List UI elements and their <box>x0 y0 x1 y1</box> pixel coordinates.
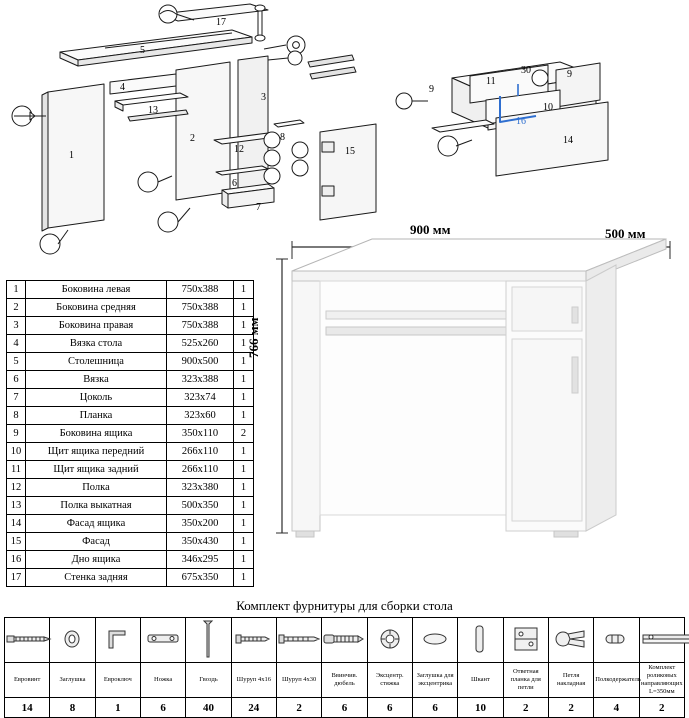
part-number: 13 <box>7 497 26 515</box>
svg-text:16: 16 <box>516 116 526 127</box>
part-qty: 1 <box>234 407 254 425</box>
part-number: 11 <box>7 461 26 479</box>
part-number: 15 <box>7 533 26 551</box>
table-row <box>7 299 254 317</box>
hardware-item-name: Ножка <box>140 663 185 698</box>
hardware-item-name: Шуруп 4х16 <box>231 663 276 698</box>
part-size: 346x295 <box>167 551 234 569</box>
svg-text:15: 15 <box>345 146 355 157</box>
nail-icon <box>186 618 231 663</box>
part-name: Боковина правая <box>26 317 167 335</box>
part-name: Боковина средняя <box>26 299 167 317</box>
part-qty: 1 <box>234 551 254 569</box>
part-size: 323x388 <box>167 371 234 389</box>
part-qty: 1 <box>234 533 254 551</box>
svg-text:8: 8 <box>280 132 285 143</box>
part-qty: 1 <box>234 389 254 407</box>
part-size: 266x110 <box>167 461 234 479</box>
desk-drawing-svg <box>256 215 689 575</box>
table-row <box>7 569 254 587</box>
table-row <box>7 371 254 389</box>
hardware-item-name: Шуруп 4х30 <box>276 663 321 698</box>
part-qty: 1 <box>234 569 254 587</box>
part-size: 750x388 <box>167 281 234 299</box>
parts-list-table <box>6 280 254 587</box>
hardware-kit-title: Комплект фурнитуры для сборки стола <box>236 598 453 613</box>
table-row <box>7 515 254 533</box>
hardware-item-name: Евроключ <box>95 663 140 698</box>
part-size: 750x388 <box>167 299 234 317</box>
hardware-item-name: Евровинт <box>5 663 50 698</box>
part-size: 323x74 <box>167 389 234 407</box>
part-size: 750x388 <box>167 317 234 335</box>
hardware-item-count: 14 <box>5 698 50 718</box>
part-size: 350x430 <box>167 533 234 551</box>
part-qty: 1 <box>234 281 254 299</box>
hardware-item-count: 2 <box>639 698 684 718</box>
svg-text:17: 17 <box>216 17 226 28</box>
part-size: 500x350 <box>167 497 234 515</box>
part-number: 6 <box>7 371 26 389</box>
part-qty: 1 <box>234 299 254 317</box>
hardware-item-name: Полкодержатель <box>594 663 639 698</box>
part-name: Вязка <box>26 371 167 389</box>
part-size: 675x350 <box>167 569 234 587</box>
part-number: 3 <box>7 317 26 335</box>
svg-text:11: 11 <box>486 76 496 87</box>
svg-text:30: 30 <box>521 65 531 76</box>
svg-text:10: 10 <box>543 102 553 113</box>
part-number: 5 <box>7 353 26 371</box>
part-size: 266x110 <box>167 443 234 461</box>
table-row <box>7 443 254 461</box>
part-name: Фасад <box>26 533 167 551</box>
table-row <box>7 461 254 479</box>
part-name: Столешница <box>26 353 167 371</box>
part-size: 350x110 <box>167 425 234 443</box>
finished-product-drawing <box>256 215 689 575</box>
table-row <box>7 425 254 443</box>
hardware-item-name: Ввинчив. дюбель <box>322 663 367 698</box>
hardware-item-count: 2 <box>276 698 321 718</box>
dimension-depth-label: 500 мм <box>605 226 646 241</box>
part-qty: 1 <box>234 515 254 533</box>
cam-cap-icon <box>412 618 457 663</box>
svg-text:14: 14 <box>563 135 573 146</box>
svg-text:3: 3 <box>261 92 266 103</box>
part-size: 323x380 <box>167 479 234 497</box>
dimension-height-label: 766 мм <box>246 317 261 358</box>
hinge-icon <box>548 618 593 663</box>
hardware-item-name: Комплект роликовых направляющих L=350мм <box>639 663 684 698</box>
hardware-item-count: 6 <box>322 698 367 718</box>
table-row <box>7 353 254 371</box>
part-size: 525x260 <box>167 335 234 353</box>
hardware-item-count: 2 <box>548 698 593 718</box>
drawer-slide-icon <box>639 618 684 663</box>
hardware-item-count: 8 <box>50 698 95 718</box>
foot-icon <box>140 618 185 663</box>
svg-text:4: 4 <box>120 82 125 93</box>
part-number: 9 <box>7 425 26 443</box>
hardware-item-name: Шкант <box>458 663 503 698</box>
part-name: Фасад ящика <box>26 515 167 533</box>
part-number: 1 <box>7 281 26 299</box>
part-name: Полка <box>26 479 167 497</box>
part-name: Боковина левая <box>26 281 167 299</box>
table-row <box>7 551 254 569</box>
hardware-item-count: 6 <box>412 698 457 718</box>
screw-4x30-icon <box>276 618 321 663</box>
part-name: Стенка задняя <box>26 569 167 587</box>
part-qty: 2 <box>234 425 254 443</box>
part-qty: 1 <box>234 479 254 497</box>
svg-text:9: 9 <box>429 84 434 95</box>
part-name: Вязка стола <box>26 335 167 353</box>
hardware-item-count: 40 <box>186 698 231 718</box>
confirmat-icon <box>322 618 367 663</box>
cam-lock-icon <box>367 618 412 663</box>
part-number: 12 <box>7 479 26 497</box>
table-row <box>7 335 254 353</box>
hardware-item-name: Эксцентр. стяжка <box>367 663 412 698</box>
euro-screw-icon <box>5 618 50 663</box>
part-number: 14 <box>7 515 26 533</box>
hardware-item-name: Заглушка <box>50 663 95 698</box>
part-number: 2 <box>7 299 26 317</box>
part-number: 10 <box>7 443 26 461</box>
part-number: 17 <box>7 569 26 587</box>
table-row <box>7 533 254 551</box>
part-qty: 1 <box>234 497 254 515</box>
part-name: Полка выкатная <box>26 497 167 515</box>
part-qty: 1 <box>234 335 254 353</box>
part-name: Щит ящика передний <box>26 443 167 461</box>
hardware-item-count: 2 <box>503 698 548 718</box>
svg-text:7: 7 <box>256 202 261 213</box>
svg-text:6: 6 <box>232 178 237 189</box>
table-row <box>7 281 254 299</box>
table-row <box>7 479 254 497</box>
hardware-item-count: 4 <box>594 698 639 718</box>
part-name: Цоколь <box>26 389 167 407</box>
hardware-item-name: Гвоздь <box>186 663 231 698</box>
part-name: Дно ящика <box>26 551 167 569</box>
hardware-item-name: Заглушка для эксцентрика <box>412 663 457 698</box>
svg-text:5: 5 <box>140 45 145 56</box>
dimension-width-label: 900 мм <box>410 222 451 237</box>
dowel-icon <box>458 618 503 663</box>
svg-text:12: 12 <box>234 144 244 155</box>
allen-key-icon <box>95 618 140 663</box>
svg-text:13: 13 <box>148 105 158 116</box>
hardware-kit-table <box>4 617 685 718</box>
part-size: 350x200 <box>167 515 234 533</box>
part-number: 7 <box>7 389 26 407</box>
screw-4x16-icon <box>231 618 276 663</box>
cap-icon <box>50 618 95 663</box>
part-number: 4 <box>7 335 26 353</box>
part-number: 8 <box>7 407 26 425</box>
part-name: Щит ящика задний <box>26 461 167 479</box>
hardware-kit-section <box>4 598 685 718</box>
hardware-item-count: 6 <box>367 698 412 718</box>
table-row <box>7 389 254 407</box>
part-qty: 1 <box>234 371 254 389</box>
hardware-item-name: Ответная планка для петли <box>503 663 548 698</box>
part-number: 16 <box>7 551 26 569</box>
hardware-item-count: 6 <box>140 698 185 718</box>
hardware-item-count: 24 <box>231 698 276 718</box>
part-qty: 1 <box>234 461 254 479</box>
hinge-plate-icon <box>503 618 548 663</box>
part-qty: 1 <box>234 443 254 461</box>
svg-text:2: 2 <box>190 133 195 144</box>
svg-text:1: 1 <box>69 150 74 161</box>
part-size: 323x60 <box>167 407 234 425</box>
roller-holder-icon <box>594 618 639 663</box>
table-row <box>7 407 254 425</box>
part-size: 900x500 <box>167 353 234 371</box>
part-qty: 1 <box>234 353 254 371</box>
svg-text:9: 9 <box>567 69 572 80</box>
table-row <box>7 497 254 515</box>
table-row <box>7 317 254 335</box>
part-name: Планка <box>26 407 167 425</box>
hardware-item-count: 10 <box>458 698 503 718</box>
hardware-item-count: 1 <box>95 698 140 718</box>
hardware-item-name: Петля накладная <box>548 663 593 698</box>
part-qty: 1 <box>234 317 254 335</box>
part-name: Боковина ящика <box>26 425 167 443</box>
